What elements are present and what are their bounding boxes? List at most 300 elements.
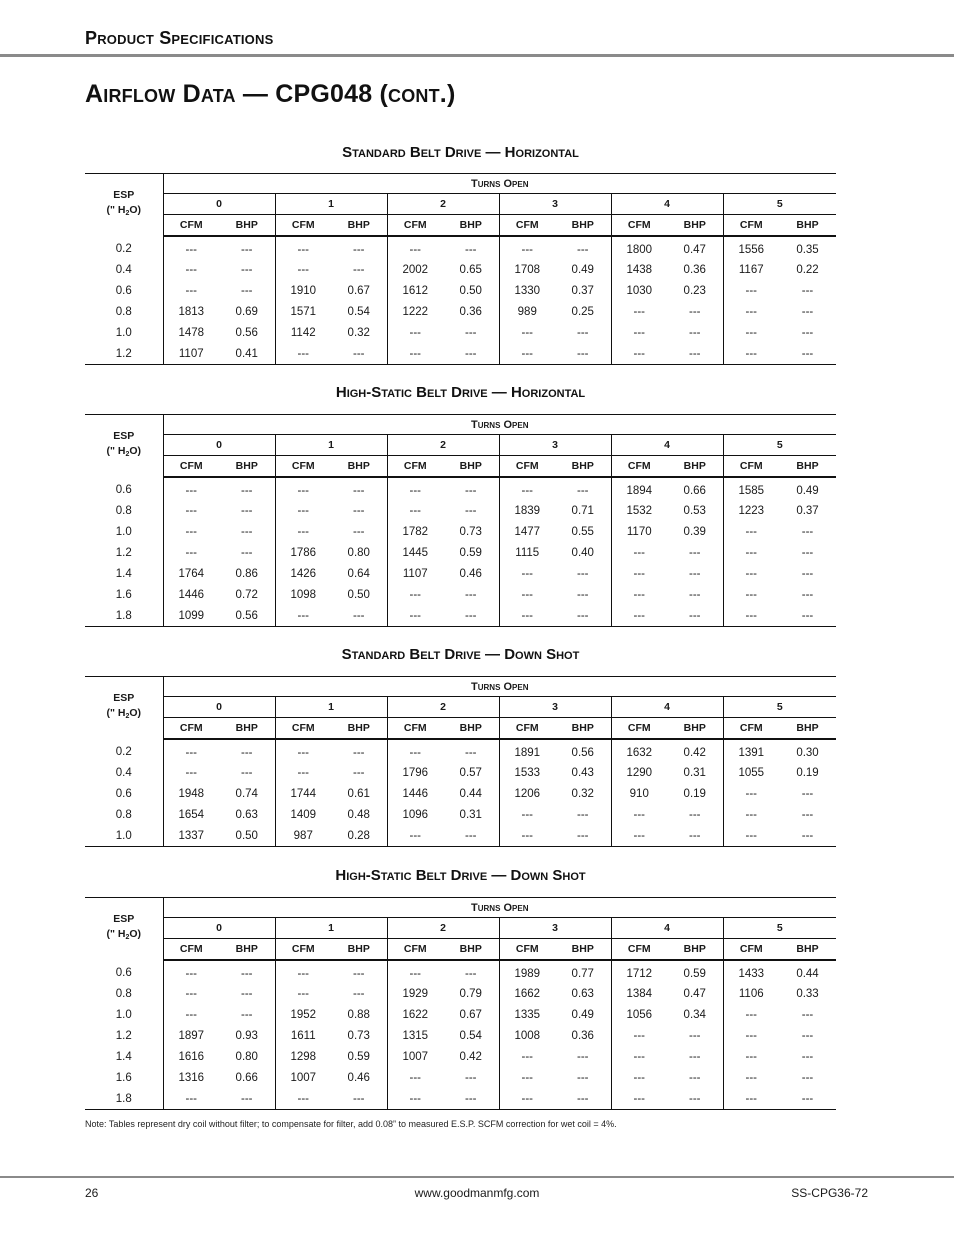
bhp-header: BHP [555, 456, 611, 477]
cfm-value: --- [409, 243, 421, 256]
table-row [85, 1068, 836, 1089]
airflow-table [85, 897, 836, 1110]
cfm-header: CFM [723, 939, 779, 960]
cfm-value: 1929 [402, 988, 429, 1000]
esp-unit-suffix: O) [129, 928, 142, 941]
turn-number-header: 1 [275, 435, 387, 456]
cfm-value: --- [633, 589, 645, 601]
bhp-header: BHP [667, 939, 723, 960]
bhp-value: 0.44 [796, 967, 819, 980]
bhp-value: --- [331, 344, 387, 365]
cfm-value: 1170 [626, 526, 652, 538]
cfm-value: 1478 [178, 327, 205, 339]
cfm-value: 1056 [626, 1009, 653, 1021]
bhp-value: 0.49 [555, 260, 611, 281]
cfm-value: --- [409, 347, 421, 360]
cfm-header: CFM [163, 718, 219, 739]
cfm-value: --- [633, 1030, 645, 1042]
cfm-value: 1477 [514, 526, 541, 538]
esp-value: 0.2 [85, 739, 163, 763]
bhp-value: 0.59 [443, 543, 499, 564]
cfm-value: 1438 [626, 264, 653, 276]
cfm-header: CFM [499, 939, 555, 960]
bhp-value: --- [555, 323, 611, 344]
bhp-value: --- [219, 281, 275, 302]
bhp-value: --- [667, 323, 723, 344]
cfm-value: --- [185, 1009, 197, 1021]
turns-open-header: Turns Open [163, 898, 836, 918]
bhp-value: 0.61 [331, 784, 387, 805]
esp-value: 0.8 [85, 805, 163, 826]
esp-value: 0.6 [85, 477, 163, 501]
esp-header [85, 677, 163, 739]
bhp-value: 0.46 [443, 564, 499, 585]
esp-unit-suffix: O) [129, 204, 142, 217]
cfm-value: --- [745, 327, 757, 339]
bhp-value: 0.64 [331, 564, 387, 585]
cfm-value: --- [297, 609, 309, 622]
esp-value: 1.0 [85, 826, 163, 847]
bhp-value: --- [801, 829, 814, 842]
table-row [85, 522, 836, 543]
cfm-header: CFM [611, 718, 667, 739]
esp-header [85, 415, 163, 477]
table-title: Standard Belt Drive — Horizontal [342, 144, 579, 161]
bhp-value: --- [331, 739, 387, 763]
cfm-value: --- [185, 264, 197, 276]
bhp-value: 0.31 [667, 763, 723, 784]
esp-unit-suffix: O) [129, 445, 142, 458]
bhp-value: 0.66 [219, 1068, 275, 1089]
cfm-value: --- [521, 1072, 533, 1084]
esp-label: ESP [113, 430, 135, 443]
bhp-value: 0.19 [667, 784, 723, 805]
cfm-header: CFM [611, 939, 667, 960]
bhp-value: 0.72 [219, 585, 275, 606]
turn-number-header: 0 [163, 435, 275, 456]
cfm-value: 1223 [738, 505, 765, 517]
cfm-value: --- [633, 829, 645, 842]
table-row [85, 1047, 836, 1068]
table-title: High-Static Belt Drive — Horizontal [335, 384, 586, 401]
cfm-value: --- [521, 484, 533, 497]
cfm-value: 1891 [514, 746, 541, 759]
bhp-value: 0.80 [219, 1047, 275, 1068]
bhp-header: BHP [779, 215, 836, 236]
esp-value: 1.0 [85, 323, 163, 344]
turn-number-header: 0 [163, 918, 275, 939]
bhp-value: 0.80 [331, 543, 387, 564]
cfm-value: --- [409, 589, 421, 601]
bhp-value: --- [443, 1068, 499, 1089]
bhp-header: BHP [219, 215, 275, 236]
cfm-value: 1654 [178, 809, 205, 821]
bhp-value: 0.63 [555, 984, 611, 1005]
bhp-value: --- [219, 477, 275, 501]
cfm-value: 1556 [738, 243, 765, 256]
cfm-value: 1330 [514, 285, 541, 297]
bhp-header: BHP [443, 456, 499, 477]
bhp-value: --- [331, 236, 387, 260]
bhp-value: 0.63 [219, 805, 275, 826]
cfm-value: --- [521, 568, 533, 580]
turn-number-header: 0 [163, 697, 275, 718]
cfm-value: --- [409, 327, 421, 339]
cfm-header: CFM [387, 718, 443, 739]
cfm-header: CFM [387, 939, 443, 960]
cfm-value: 1894 [626, 484, 653, 497]
cfm-value: --- [185, 526, 197, 538]
cfm-value: --- [409, 967, 421, 980]
bhp-value: 0.32 [555, 784, 611, 805]
bhp-value: --- [443, 585, 499, 606]
cfm-value: --- [297, 264, 309, 276]
table-row [85, 763, 836, 784]
bhp-value: --- [801, 327, 814, 339]
cfm-value: 1167 [738, 264, 764, 276]
bhp-header: BHP [219, 456, 275, 477]
footer-doc-id: SS-CPG36-72 [791, 1186, 868, 1200]
bhp-value: --- [555, 344, 611, 365]
cfm-value: --- [185, 967, 197, 980]
cfm-value: 910 [629, 788, 649, 800]
bhp-value: --- [443, 1089, 499, 1110]
table-row [85, 784, 836, 805]
cfm-value: --- [745, 809, 757, 821]
cfm-value: --- [745, 788, 757, 800]
cfm-value: --- [521, 347, 533, 360]
bhp-header: BHP [219, 939, 275, 960]
esp-value: 1.0 [85, 1005, 163, 1026]
bhp-value: 0.43 [555, 763, 611, 784]
bhp-value: --- [667, 1068, 723, 1089]
cfm-value: 1948 [178, 788, 205, 800]
esp-value: 1.6 [85, 1068, 163, 1089]
bhp-value: 0.30 [796, 746, 819, 759]
esp-label: ESP [113, 189, 135, 202]
cfm-header: CFM [611, 215, 667, 236]
table-row [85, 281, 836, 302]
esp-value: 1.8 [85, 1089, 163, 1110]
bhp-value: --- [219, 960, 275, 984]
bhp-value: --- [801, 609, 814, 622]
bhp-value: 0.47 [667, 236, 723, 260]
bhp-value: 0.88 [331, 1005, 387, 1026]
bhp-value: 0.71 [555, 501, 611, 522]
cfm-value: --- [297, 243, 309, 256]
bhp-value: 0.36 [667, 260, 723, 281]
header-title: Product Specifications [85, 28, 274, 48]
esp-value: 1.8 [85, 606, 163, 627]
table-row [85, 564, 836, 585]
cfm-value: --- [633, 306, 645, 318]
bhp-value: --- [667, 564, 723, 585]
cfm-value: 1099 [178, 609, 205, 622]
cfm-value: --- [633, 327, 645, 339]
esp-unit-sub: 2 [125, 934, 130, 942]
cfm-value: 1744 [290, 788, 317, 800]
bhp-value: 0.56 [219, 323, 275, 344]
cfm-value: 1445 [402, 547, 429, 559]
bhp-value: --- [443, 236, 499, 260]
bhp-value: --- [331, 260, 387, 281]
cfm-header: CFM [275, 718, 331, 739]
cfm-value: --- [633, 347, 645, 360]
bhp-value: --- [801, 1072, 814, 1084]
bhp-value: 0.73 [331, 1026, 387, 1047]
turns-open-header: Turns Open [163, 174, 836, 194]
cfm-value: 1426 [290, 568, 317, 580]
bhp-value: --- [443, 501, 499, 522]
bhp-value: 0.42 [667, 739, 723, 763]
cfm-value: 1813 [178, 306, 205, 318]
bhp-header: BHP [443, 718, 499, 739]
cfm-value: --- [521, 589, 533, 601]
bhp-value: 0.42 [443, 1047, 499, 1068]
bhp-value: 0.54 [331, 302, 387, 323]
bhp-value: 0.50 [331, 585, 387, 606]
cfm-value: --- [409, 746, 421, 759]
bhp-value: --- [667, 1089, 723, 1110]
bhp-header: BHP [555, 939, 611, 960]
bhp-value: --- [219, 1005, 275, 1026]
cfm-header: CFM [387, 456, 443, 477]
bhp-header: BHP [667, 456, 723, 477]
bhp-value: 0.47 [667, 984, 723, 1005]
esp-value: 0.6 [85, 960, 163, 984]
esp-value: 1.2 [85, 344, 163, 365]
esp-header [85, 174, 163, 236]
bhp-value: 0.32 [331, 323, 387, 344]
esp-value: 0.8 [85, 302, 163, 323]
bhp-value: 0.53 [667, 501, 723, 522]
bhp-value: --- [801, 526, 814, 538]
cfm-value: 1298 [290, 1051, 317, 1063]
cfm-value: 1989 [514, 967, 541, 980]
bhp-value: --- [667, 1026, 723, 1047]
cfm-value: 1206 [514, 788, 541, 800]
bhp-header: BHP [331, 939, 387, 960]
table-row [85, 323, 836, 344]
bhp-value: --- [801, 568, 814, 580]
bhp-value: --- [331, 984, 387, 1005]
table-title: Standard Belt Drive — Down Shot [341, 646, 580, 663]
bhp-value: --- [555, 606, 611, 627]
table-row [85, 302, 836, 323]
cfm-value: 2002 [402, 264, 429, 276]
esp-value: 0.6 [85, 784, 163, 805]
esp-value: 1.2 [85, 1026, 163, 1047]
cfm-value: 1622 [402, 1009, 429, 1021]
table-note: Note: Tables represent dry coil without filter; to compensate for filter, add 0.08” to measured E.S.P. SCFM correction for wet coil = 4%. [85, 1119, 617, 1129]
bhp-value: --- [555, 585, 611, 606]
cfm-value: --- [745, 1009, 757, 1021]
bhp-value: --- [667, 826, 723, 847]
cfm-value: --- [633, 568, 645, 580]
cfm-value: --- [185, 484, 197, 497]
cfm-value: --- [521, 1092, 533, 1105]
bhp-value: 0.59 [667, 960, 723, 984]
cfm-value: --- [185, 746, 197, 759]
cfm-value: --- [745, 1072, 757, 1084]
bhp-value: 0.77 [555, 960, 611, 984]
cfm-value: 1107 [178, 347, 204, 360]
cfm-value: 1315 [402, 1030, 429, 1042]
cfm-value: 1030 [626, 285, 653, 297]
bhp-value: 0.25 [555, 302, 611, 323]
bhp-value: --- [555, 826, 611, 847]
cfm-value: 1897 [178, 1030, 205, 1042]
cfm-value: --- [745, 547, 757, 559]
bhp-value: 0.48 [331, 805, 387, 826]
footer-website: www.goodmanmfg.com [414, 1186, 540, 1200]
cfm-value: 1632 [626, 746, 653, 759]
turn-number-header: 5 [723, 194, 836, 215]
bhp-value: --- [443, 606, 499, 627]
cfm-value: 1585 [738, 484, 765, 497]
bhp-value: 0.44 [443, 784, 499, 805]
bhp-value: --- [667, 302, 723, 323]
turn-number-header: 0 [163, 194, 275, 215]
bhp-value: --- [555, 1089, 611, 1110]
cfm-value: 1764 [178, 568, 205, 580]
bhp-value: --- [801, 1051, 814, 1063]
cfm-value: 1446 [178, 589, 205, 601]
bhp-value: --- [331, 477, 387, 501]
esp-unit-prefix: (" H [106, 707, 126, 720]
turn-number-header: 3 [499, 435, 611, 456]
bhp-value: --- [555, 1047, 611, 1068]
bhp-value: --- [801, 1009, 814, 1021]
cfm-value: 1616 [178, 1051, 205, 1063]
turn-number-header: 1 [275, 918, 387, 939]
cfm-header: CFM [163, 215, 219, 236]
cfm-header: CFM [163, 939, 219, 960]
turn-number-header: 2 [387, 697, 499, 718]
bhp-value: 0.50 [443, 281, 499, 302]
bhp-value: 0.19 [796, 767, 819, 779]
cfm-value: 1316 [178, 1072, 205, 1084]
table-row [85, 606, 836, 627]
bhp-value: 0.39 [667, 522, 723, 543]
airflow-table [85, 173, 836, 365]
bhp-value: --- [667, 1047, 723, 1068]
cfm-value: --- [521, 809, 533, 821]
bhp-value: 0.57 [443, 763, 499, 784]
bhp-value: 0.31 [443, 805, 499, 826]
bhp-value: --- [555, 564, 611, 585]
turn-number-header: 5 [723, 918, 836, 939]
bhp-value: --- [555, 805, 611, 826]
turn-number-header: 4 [611, 194, 723, 215]
cfm-value: 1782 [402, 526, 429, 538]
cfm-value: --- [745, 285, 757, 297]
bhp-header: BHP [443, 939, 499, 960]
cfm-value: --- [409, 1072, 421, 1084]
bhp-value: --- [219, 501, 275, 522]
cfm-value: --- [745, 1051, 757, 1063]
cfm-value: 1007 [402, 1051, 429, 1063]
cfm-value: --- [633, 547, 645, 559]
cfm-value: --- [633, 809, 645, 821]
bhp-header: BHP [779, 939, 836, 960]
cfm-value: 1290 [626, 767, 653, 779]
cfm-value: 1409 [290, 809, 317, 821]
turn-number-header: 3 [499, 697, 611, 718]
cfm-value: --- [185, 505, 197, 517]
esp-value: 0.4 [85, 763, 163, 784]
esp-unit-sub: 2 [125, 713, 130, 721]
cfm-value: --- [745, 1092, 757, 1105]
bhp-value: 0.67 [331, 281, 387, 302]
cfm-value: 1533 [514, 767, 541, 779]
bhp-value: 0.28 [331, 826, 387, 847]
cfm-value: --- [521, 829, 533, 842]
esp-value: 0.4 [85, 260, 163, 281]
bhp-value: --- [219, 763, 275, 784]
bhp-value: --- [219, 260, 275, 281]
cfm-value: 1839 [514, 505, 541, 517]
bhp-value: --- [219, 236, 275, 260]
cfm-header: CFM [163, 456, 219, 477]
bhp-value: --- [443, 323, 499, 344]
bhp-value: 0.37 [796, 505, 819, 517]
cfm-value: 1708 [514, 264, 541, 276]
footer-rule [0, 1176, 954, 1178]
table-row [85, 543, 836, 564]
cfm-value: --- [297, 505, 309, 517]
cfm-value: --- [297, 484, 309, 497]
bhp-header: BHP [555, 718, 611, 739]
cfm-value: --- [521, 609, 533, 622]
bhp-value: --- [801, 1092, 814, 1105]
turn-number-header: 1 [275, 697, 387, 718]
table-row [85, 739, 836, 763]
cfm-value: 1712 [626, 967, 653, 980]
esp-value: 0.6 [85, 281, 163, 302]
cfm-value: 1107 [402, 568, 428, 580]
turn-number-header: 5 [723, 435, 836, 456]
bhp-header: BHP [331, 456, 387, 477]
bhp-value: --- [443, 826, 499, 847]
bhp-value: --- [443, 344, 499, 365]
cfm-value: --- [409, 1092, 421, 1105]
bhp-value: --- [801, 306, 814, 318]
cfm-value: 1222 [402, 306, 429, 318]
bhp-header: BHP [219, 718, 275, 739]
cfm-value: --- [185, 988, 197, 1000]
cfm-value: 1106 [738, 988, 764, 1000]
cfm-value: 1611 [290, 1030, 316, 1042]
bhp-value: 0.66 [667, 477, 723, 501]
turns-open-header: Turns Open [163, 415, 836, 435]
cfm-value: --- [745, 568, 757, 580]
bhp-value: 0.56 [555, 739, 611, 763]
cfm-value: 1055 [738, 767, 765, 779]
cfm-value: --- [745, 306, 757, 318]
esp-unit-prefix: (" H [106, 445, 126, 458]
cfm-value: --- [297, 526, 309, 538]
cfm-value: 1007 [290, 1072, 317, 1084]
cfm-value: 1142 [290, 327, 316, 339]
bhp-value: 0.34 [667, 1005, 723, 1026]
cfm-header: CFM [387, 215, 443, 236]
bhp-value: --- [331, 522, 387, 543]
bhp-header: BHP [331, 215, 387, 236]
cfm-value: 1096 [402, 809, 429, 821]
cfm-value: --- [297, 767, 309, 779]
cfm-header: CFM [275, 939, 331, 960]
